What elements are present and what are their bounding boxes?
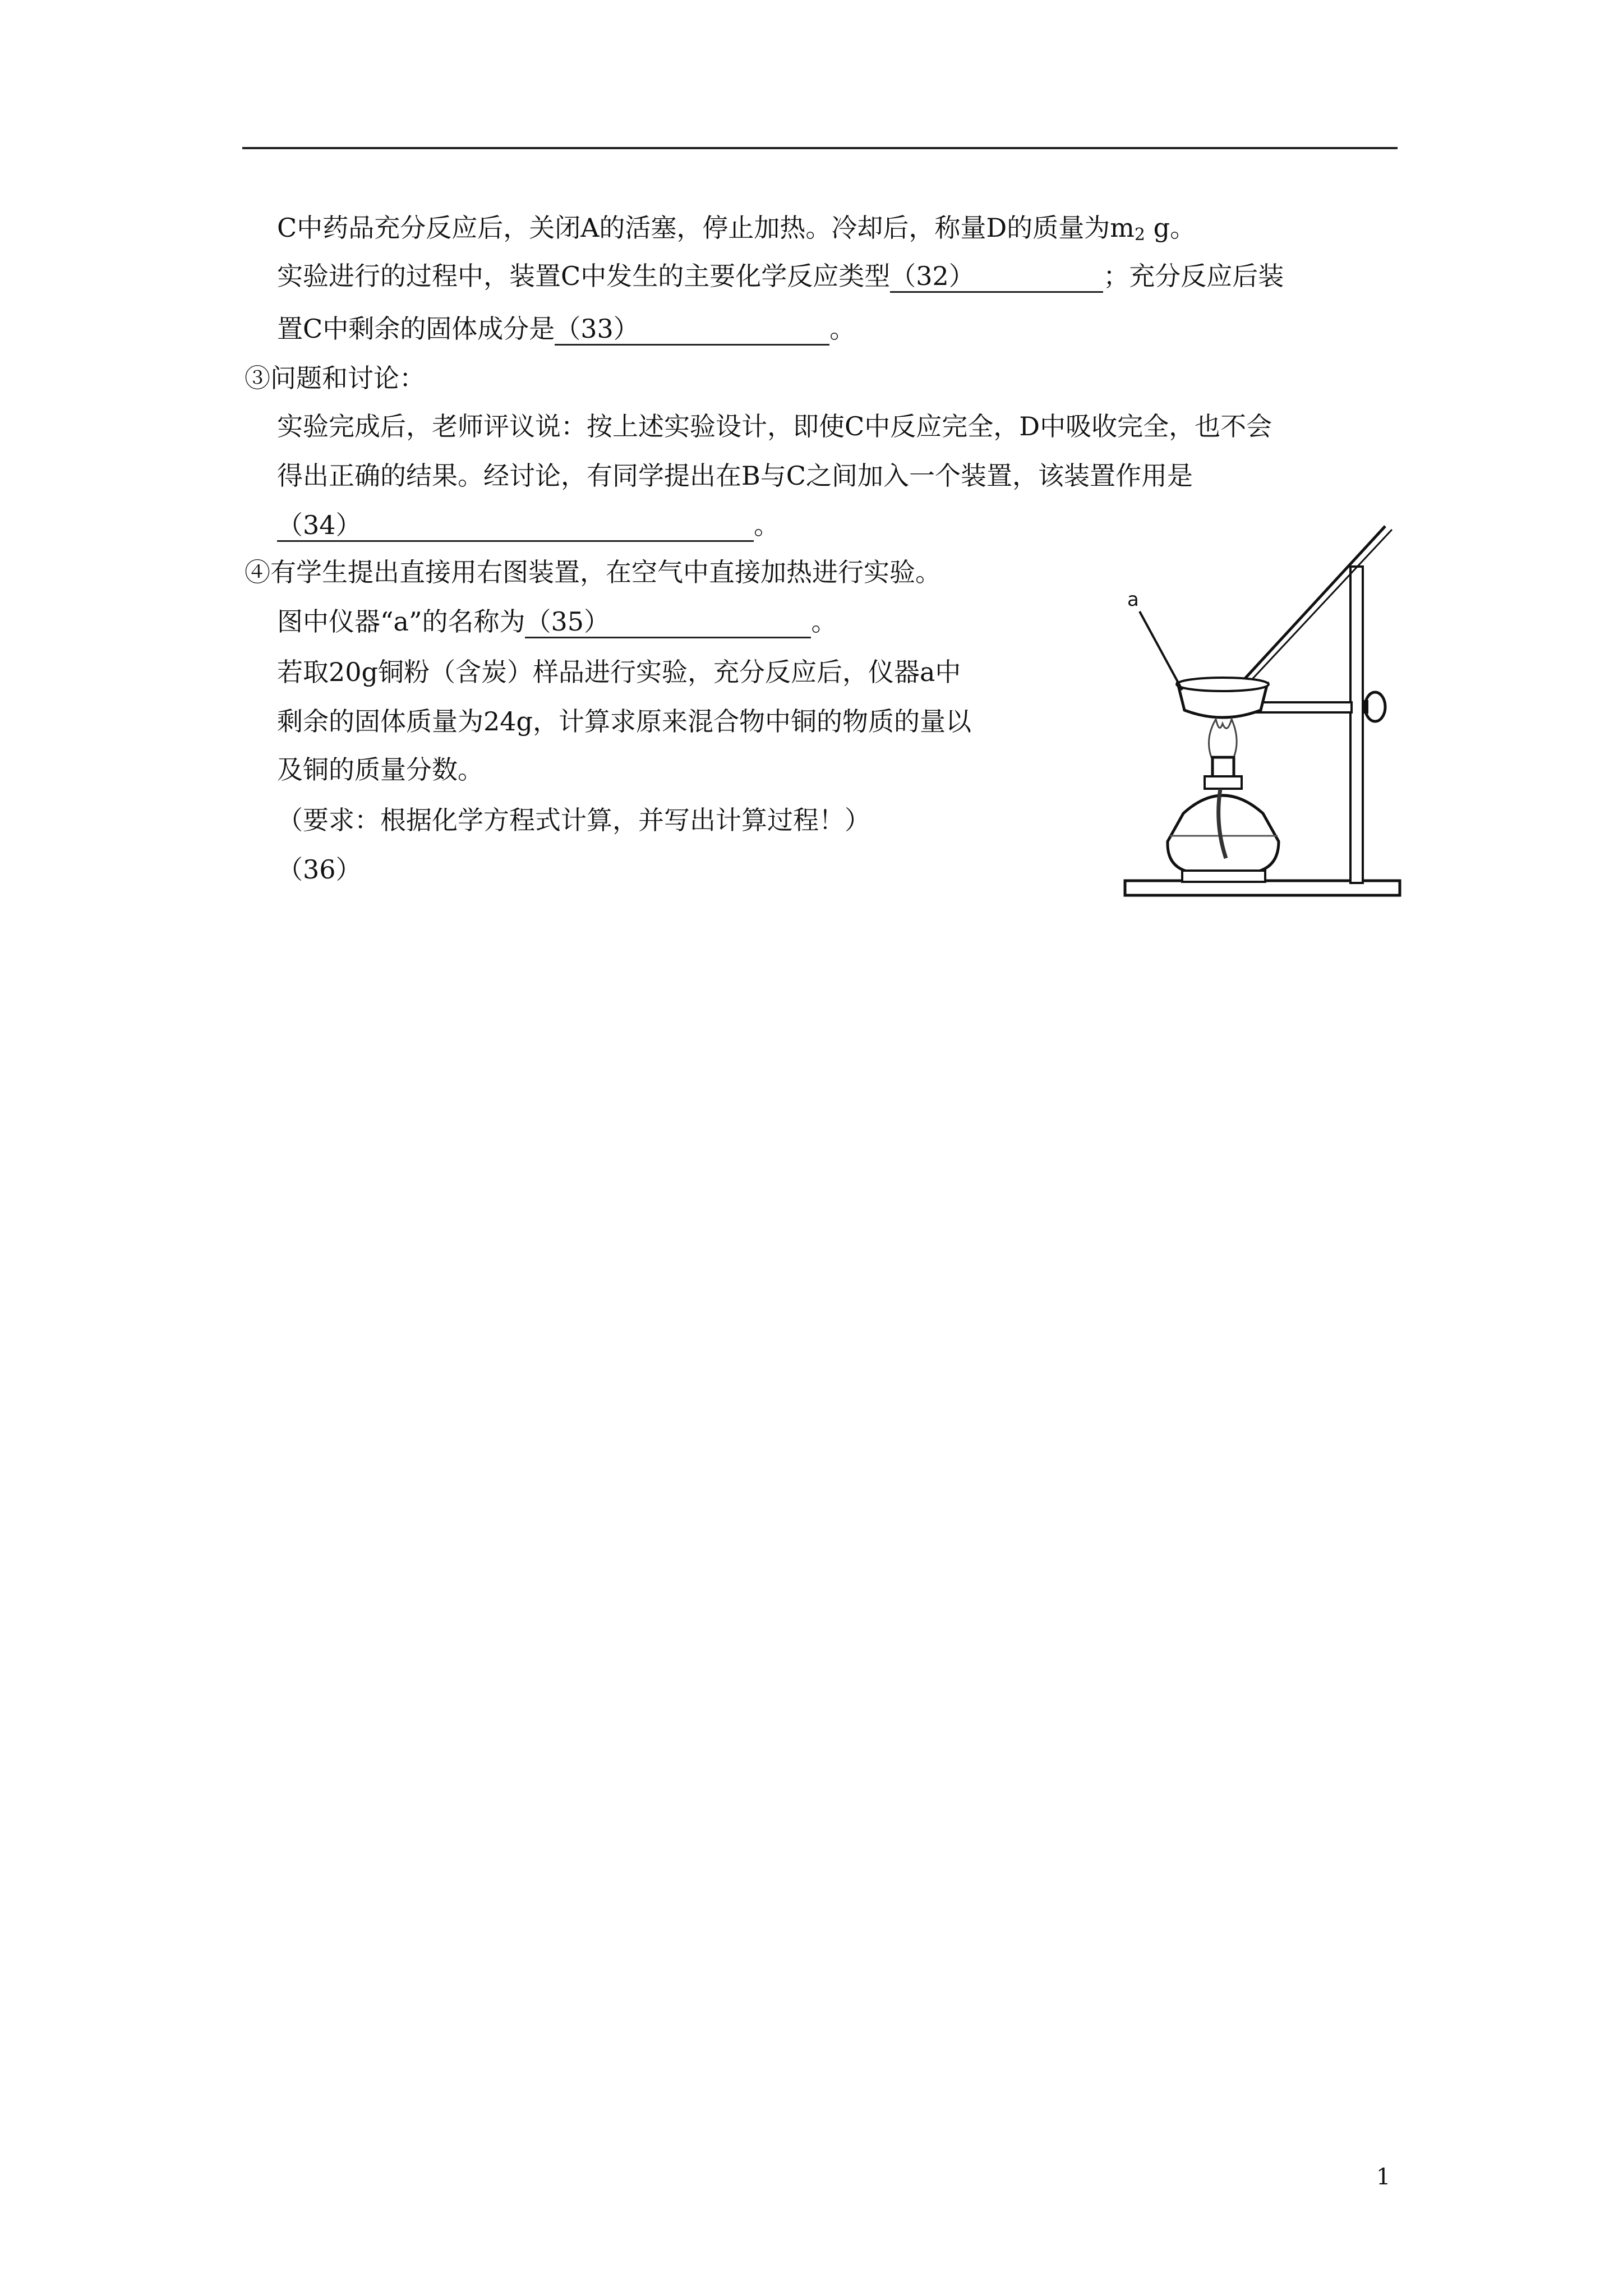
- question-line-9: [277, 605, 837, 638]
- text: 。: [829, 314, 856, 344]
- question-line-10: 若取20g铜粉（含炭）样品进行实验，充分反应后，仪器a中: [277, 657, 961, 687]
- answer-blank-33[interactable]: （33）: [555, 314, 829, 346]
- lamp-foot: [1182, 871, 1265, 882]
- alcohol-lamp-body: [1168, 795, 1279, 873]
- answer-blank-34[interactable]: （34）: [277, 510, 754, 542]
- clamp-screw-stem: [1363, 700, 1368, 714]
- text: 。: [811, 606, 837, 637]
- page-number: 1: [1376, 2164, 1391, 2190]
- question-line-1: [277, 211, 1196, 252]
- question-line-13: （要求：根据化学方程式计算，并写出计算过程！）: [277, 805, 870, 835]
- label-a: a: [1127, 588, 1139, 611]
- glass-rod-edge: [1233, 530, 1392, 700]
- question-line-2: [277, 259, 1284, 293]
- question-line-3: [277, 312, 855, 346]
- stand-pole: [1350, 567, 1363, 883]
- question-line-5: 实验完成后，老师评议说：按上述实验设计，即使C中反应完全，D中吸收完全，也不会: [277, 411, 1272, 441]
- text: g。: [1145, 213, 1196, 243]
- question-line-6: 得出正确的结果。经讨论，有同学提出在B与C之间加入一个装置，该装置作用是: [277, 461, 1193, 491]
- question-line-12: 及铜的质量分数。: [277, 754, 483, 785]
- answer-blank-32[interactable]: （32）: [890, 261, 1103, 293]
- lamp-neck: [1205, 776, 1242, 789]
- subscript: 2: [1134, 225, 1146, 245]
- question-line-14: （36）: [277, 854, 362, 885]
- text: 实验进行的过程中，装置C中发生的主要化学反应类型: [277, 261, 891, 291]
- text: 置C中剩余的固体成分是: [277, 314, 555, 344]
- dish-rim: [1177, 678, 1269, 691]
- question-line-11: 剩余的固体质量为24g，计算求原来混合物中铜的物质的量以: [277, 706, 971, 737]
- text: ；充分反应后装: [1103, 261, 1284, 291]
- header-rule: [242, 147, 1398, 149]
- text: 图中仪器“a”的名称为: [277, 606, 525, 637]
- text: C中药品充分反应后，关闭A的活塞，停止加热。冷却后，称量D的质量为m: [277, 213, 1135, 243]
- discussion-heading: ③问题和讨论：: [245, 363, 425, 393]
- text: 。: [754, 510, 780, 540]
- question-line-8: ④有学生提出直接用右图装置，在空气中直接加热进行实验。: [245, 557, 941, 587]
- label-a-pointer: [1140, 611, 1182, 690]
- wick-holder: [1212, 757, 1234, 777]
- answer-blank-35[interactable]: （35）: [525, 606, 811, 638]
- flame: [1209, 719, 1237, 757]
- apparatus-figure: [1116, 522, 1408, 914]
- question-line-7: [277, 508, 780, 542]
